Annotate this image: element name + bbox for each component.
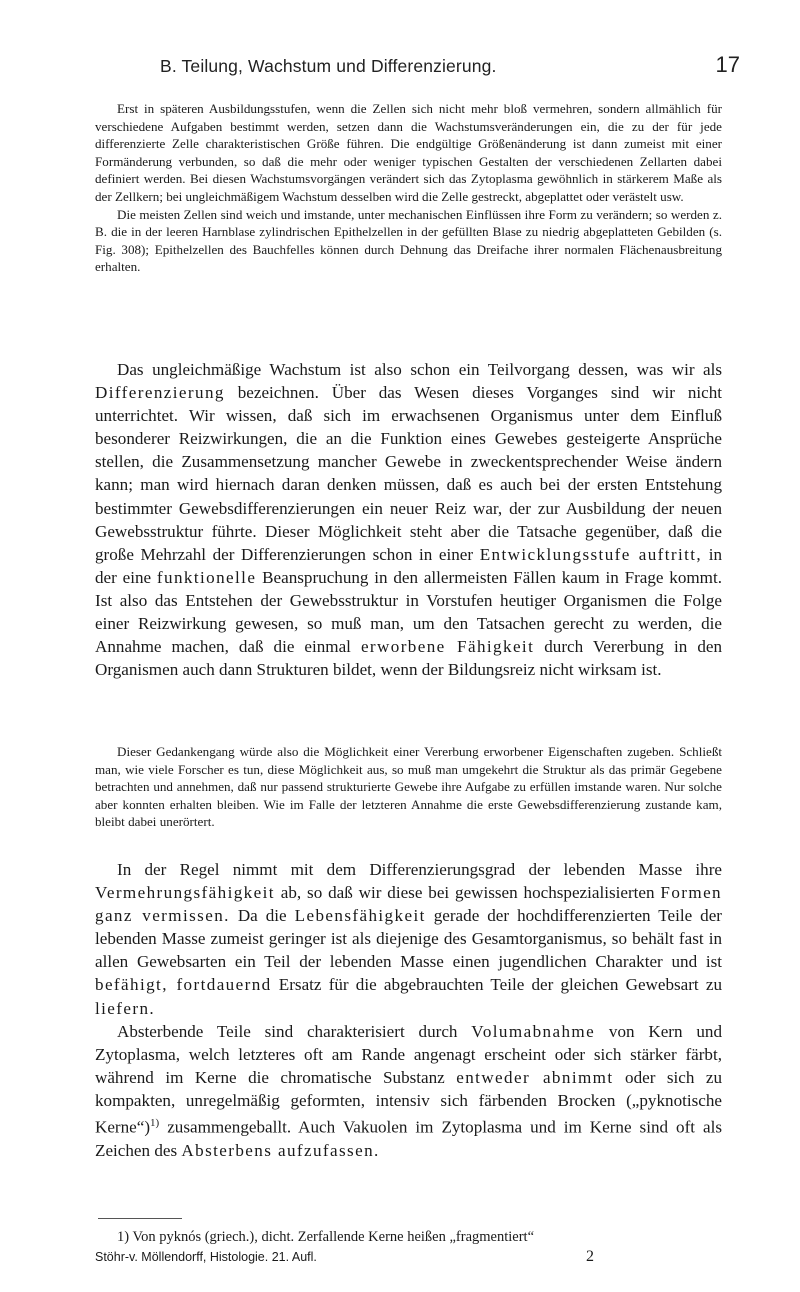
emphasis-volume-decrease: Volumabnahme	[471, 1021, 596, 1041]
text-run: zusammengeballt. Auch Vakuolen im Zytoplasma und im Kerne sind oft als Zeichen des	[95, 1117, 722, 1160]
paragraph-growth-stages: Erst in späteren Ausbildungsstufen, wenn die Zellen sich nicht mehr bloß vermehren, sondern allmählich für verschiedene Aufgaben bestimmt werden, setzen dann die Wachstumsveränderungen ein, die zu der für jede differenzierte Zelle charakteristischen Größe führen. Die endgültige Größenänderung ist dann zumeist mit einer Formänderung verbunden, so daß die mehr oder weniger typischen Gestalten der verschiedenen Zellarten dabei definiert werden. Bei diesen Wachstumsvorgängen verändert sich das Zytoplasma gewöhnlich in stärkerem Maße als der Zellkern; bei ungleichmäßigem Wachstum desselben wird die Zelle gestreckt, abgeplattet oder verästelt usw.	[95, 101, 722, 204]
sheet-signature: 2	[586, 1248, 594, 1265]
main-text-block-1	[95, 358, 722, 681]
book-reference: Stöhr-v. Möllendorff, Histologie. 21. Aufl.	[95, 1250, 317, 1264]
emphasis-reproductive-ability: Vermehrungsfähigkeit	[95, 883, 275, 903]
text-run: Das ungleichmäßige Wachstum ist also schon ein Teilvorgang dessen, was wir als	[117, 360, 722, 379]
emphasis-supply: liefern.	[95, 998, 156, 1018]
text-run: In der Regel nimmt mit dem Differenzierungsgrad der lebenden Masse ihre	[117, 860, 722, 879]
text-run: in der eine	[95, 544, 722, 587]
footnote-marker: 1)	[117, 1229, 130, 1245]
text-run: ab, so daß wir diese bei gewissen hochspezialisierten	[280, 883, 655, 903]
footnote-reference: 1)	[150, 1117, 160, 1130]
emphasis-dying: Absterbens aufzufassen.	[181, 1140, 380, 1160]
text-run: oder sich zu kompakten, unregelmäßig geformten, intensiv sich färbenden Brocken („pyknotische Kerne“)	[95, 1067, 723, 1137]
text-run: Ersatz für die abgebrauchten Teile der gleichen Gewebsart zu	[278, 975, 723, 995]
emphasis-acquired-ability: erworbene Fähigkeit	[360, 637, 535, 657]
small-print-block-1	[95, 100, 722, 276]
text-run: Da die	[237, 906, 287, 926]
page-number: 17	[715, 52, 740, 77]
text-run: durch Vererbung in den Organismen auch dann Strukturen bildet, wenn der Bildungsreiz nicht wirksam ist.	[95, 637, 722, 680]
text-run: gerade der hochdifferenzierten Teile der lebenden Masse zumeist geringer ist als diejenige des Gesamtorganismus, so behält fast in allen Gewebsarten ein Teil der lebenden Masse einen jugendlichen Charakter und ist	[95, 906, 722, 972]
emphasis-development-stage: Entwicklungsstufe auftritt,	[479, 544, 703, 564]
emphasis-forms-missing: Formen ganz vermissen.	[95, 883, 722, 926]
small-print-block-2	[95, 743, 722, 831]
main-text-block-2	[95, 858, 722, 1162]
book-imprint	[95, 1250, 722, 1270]
text-run: von Kern und Zytoplasma, welch letzteres oft am Rande angenagt erscheint oder sich stärker färbt, während im Kerne die chromatische Substanz	[95, 1021, 723, 1087]
text-run: Absterbende Teile sind charakterisiert durch	[117, 1021, 458, 1041]
emphasis-continuous: befähigt, fortdauernd	[95, 975, 272, 995]
text-run: bezeichnen. Über das Wesen dieses Vorganges sind wir nicht unterrichtet. Wir wissen, daß sich im erwachsenen Organismus unter dem Einfluß besonderer Reizwirkungen, die an die Funktion eines Gewebes gesteigerte Ansprüche stellen, die Zusammensetzung mancher Gewebe in zweckentsprechender Weise ändern kann; man wird hiernach daran denken müssen, daß es auch bei der ersten Entstehung bestimmter Gewebsdifferenzierungen ein neuer Reiz war, der zur Ausbildung der neuen Gewebsstruktur führte. Dieser Möglichkeit steht aber die Tatsache gegenüber, daß die große Mehrzahl der Differenzierungen schon in einer	[95, 383, 722, 564]
emphasis-viability: Lebensfähigkeit	[294, 906, 426, 926]
running-header	[160, 52, 740, 86]
paragraph-reproduction	[95, 858, 722, 1020]
text-run: Beanspruchung in den allermeisten Fällen kaum in Frage kommt. Ist also das Entstehen der Gewebsstruktur in Vorstufen heutiger Organismen die Folge einer Reizwirkung gewesen, so muß man, um den Tatsachen gerecht zu werden, die Annahme machen, daß die einmal	[95, 567, 723, 657]
emphasis-differentiation: Differenzierung	[95, 383, 225, 403]
footnote-text-line	[95, 1228, 722, 1247]
footnote-text: Von pyknós (griech.), dicht. Zerfallende Kerne heißen „fragmentiert“	[132, 1229, 535, 1245]
emphasis-either-decreases: entweder abnimmt	[456, 1067, 614, 1087]
emphasis-functional: funktionelle	[156, 567, 257, 587]
paragraph-inheritance: Dieser Gedankengang würde also die Möglichkeit einer Vererbung erworbener Eigenschaften zugeben. Schließt man, wie viele Forscher es tun, diese Möglichkeit aus, so muß man umgekehrt die Struktur als das primär Gegebene betrachten und annehmen, daß nur passend strukturierte Gewebe ihre Aufgabe zu erfüllen imstande waren. Nur solche aber konnten erhalten bleiben. Wie im Falle der letzteren Annahme die erste Gewebsdifferenzierung zustande kam, bleibt dabei unerörtert.	[95, 744, 722, 830]
running-title: B. Teilung, Wachstum und Differenzierung.	[160, 56, 497, 76]
paragraph-cell-shape: Die meisten Zellen sind weich und imstande, unter mechanischen Einflüssen ihre Form zu verändern; so werden z. B. die in der leeren Harnblase zylindrischen Epithelzellen in der gefüllten Blase zu niedrig abgeplatteten Gebilden (s. Fig. 308); Epithelzellen des Bauchfelles können durch Dehnung das Dreifache ihrer normalen Flächenausbreitung erhalten.	[95, 206, 722, 275]
footnote	[95, 1228, 722, 1247]
paragraph-dying-parts	[95, 1020, 722, 1162]
paragraph-differentiation	[95, 358, 722, 681]
footnote-divider	[98, 1218, 182, 1219]
